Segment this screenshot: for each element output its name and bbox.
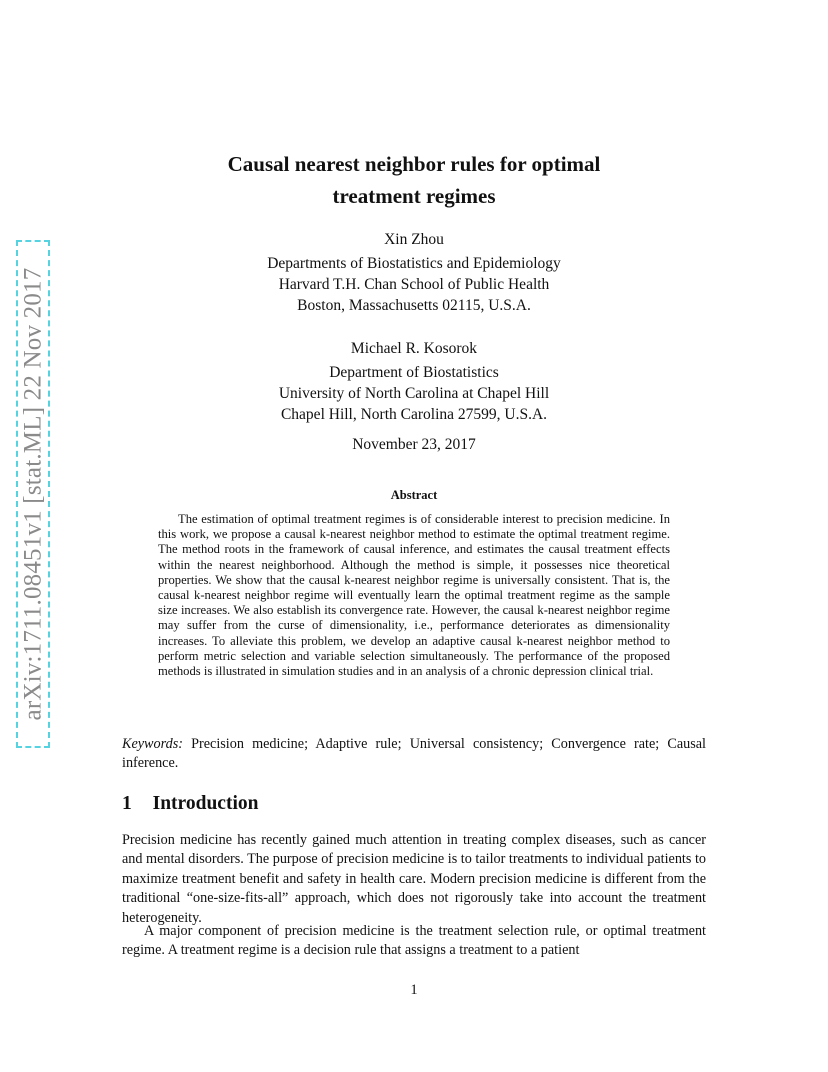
affiliation-line: Department of Biostatistics <box>329 364 499 381</box>
section-number: 1 <box>122 793 132 814</box>
body-paragraph: Precision medicine has recently gained much attention in treating complex diseases, such as cancer and mental disorders. The purpose of precision medicine is to tailor treatments to individual patients to maximize treatment benefit and safety in health care. Modern precision medicine is different from the traditional “one-size-fits-all” approach, which does not rigorously take into account the treatment heterogeneity. <box>122 832 706 926</box>
body-paragraph: A major component of precision medicine is the treatment selection rule, or optimal treatment regime. A treatment regime is a decision rule that assigns a treatment to a patient <box>122 923 706 959</box>
affiliation-line: Harvard T.H. Chan School of Public Health <box>278 276 550 293</box>
abstract-heading: Abstract <box>390 488 438 502</box>
affiliation-line: Departments of Biostatistics and Epidemiology <box>267 255 561 272</box>
title-line-2: treatment regimes <box>332 184 496 208</box>
keywords-text: Precision medicine; Adaptive rule; Universal consistency; Convergence rate; Causal inference. <box>122 736 707 771</box>
keywords-label: Keywords: <box>122 736 183 752</box>
author-2-affiliation <box>180 362 648 425</box>
title-line-1: Causal nearest neighbor rules for optimal <box>227 152 601 176</box>
keywords <box>122 735 706 773</box>
affiliation-line: Boston, Massachusetts 02115, U.S.A. <box>297 297 531 314</box>
page-number: 1 <box>410 982 418 998</box>
section-heading <box>122 793 258 815</box>
author-2-name: Michael R. Kosorok <box>350 340 478 357</box>
affiliation-line: Chapel Hill, North Carolina 27599, U.S.A. <box>280 406 548 423</box>
affiliation-line: University of North Carolina at Chapel Hill <box>278 385 550 402</box>
author-1-name: Xin Zhou <box>384 231 444 248</box>
abstract-text: The estimation of optimal treatment regimes is of considerable interest to precision medicine. In this work, we propose a causal k-nearest neighbor method to estimate the optimal treatment regime. The method roots in the framework of causal inference, and estimates the causal treatment effects within the nearest neighborhood. Although the method is simple, it possesses nice theoretical properties. We show that the causal k-nearest neighbor regime is universally consistent. That is, the causal k-nearest neighbor regime will eventually learn the optimal treatment regime as the sample size increases. We also establish its convergence rate. However, the causal k-nearest neighbor regime may suffer from the curse of dimensionality, i.e., performance deteriorates as dimensionality increases. To alleviate this problem, we develop an adaptive causal k-nearest neighbor method to perform metric selection and variable selection simultaneously. The performance of the proposed methods is illustrated in simulation studies and in an analysis of a chronic depression clinical trial. <box>158 512 670 679</box>
publication-date: November 23, 2017 <box>352 436 476 453</box>
paper-title <box>150 148 678 212</box>
arxiv-identifier-text: arXiv:1711.08451v1 [stat.ML] 22 Nov 2017 <box>19 267 46 721</box>
author-1-affiliation <box>180 253 648 316</box>
section-title: Introduction <box>152 793 259 814</box>
arxiv-identifier-stamp <box>16 240 50 748</box>
